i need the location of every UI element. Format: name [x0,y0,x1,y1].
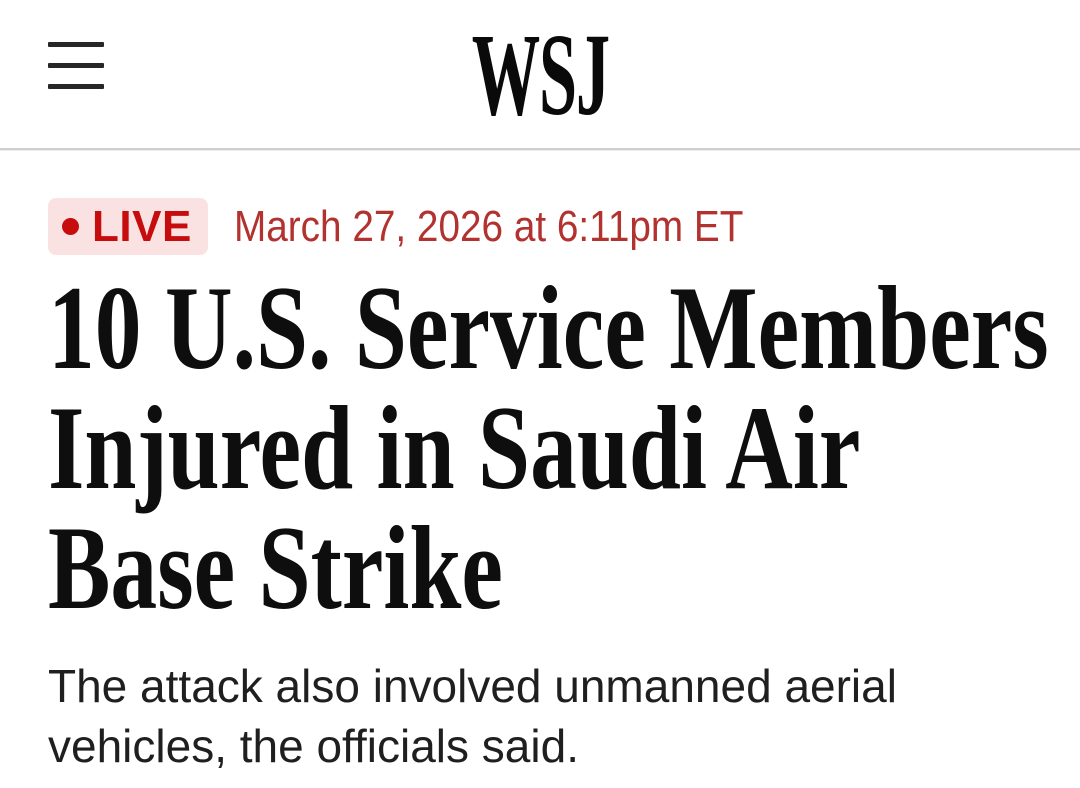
live-badge-label: LIVE [92,201,192,251]
article-dek [48,656,1032,776]
article-headline [48,261,1049,634]
article-timestamp: March 27, 2026 at 6:11pm ET [233,201,744,251]
hamburger-menu-button[interactable] [48,42,104,89]
live-badge [48,198,208,255]
dek-line-2: vehicles, the officials said. [48,720,579,772]
headline-line-2: Injured in Saudi Air [48,381,861,514]
live-dot-icon [62,218,79,235]
hamburger-icon [48,42,104,47]
live-status-row [48,198,1032,255]
headline-line-1: 10 U.S. Service Members [48,261,1049,394]
headline-line-3: Base Strike [48,501,503,634]
dek-line-1: The attack also involved unmanned aerial [48,660,897,712]
app-header [0,0,1080,150]
article-content [0,198,1080,776]
wsj-logo[interactable]: WSJ [471,9,609,140]
